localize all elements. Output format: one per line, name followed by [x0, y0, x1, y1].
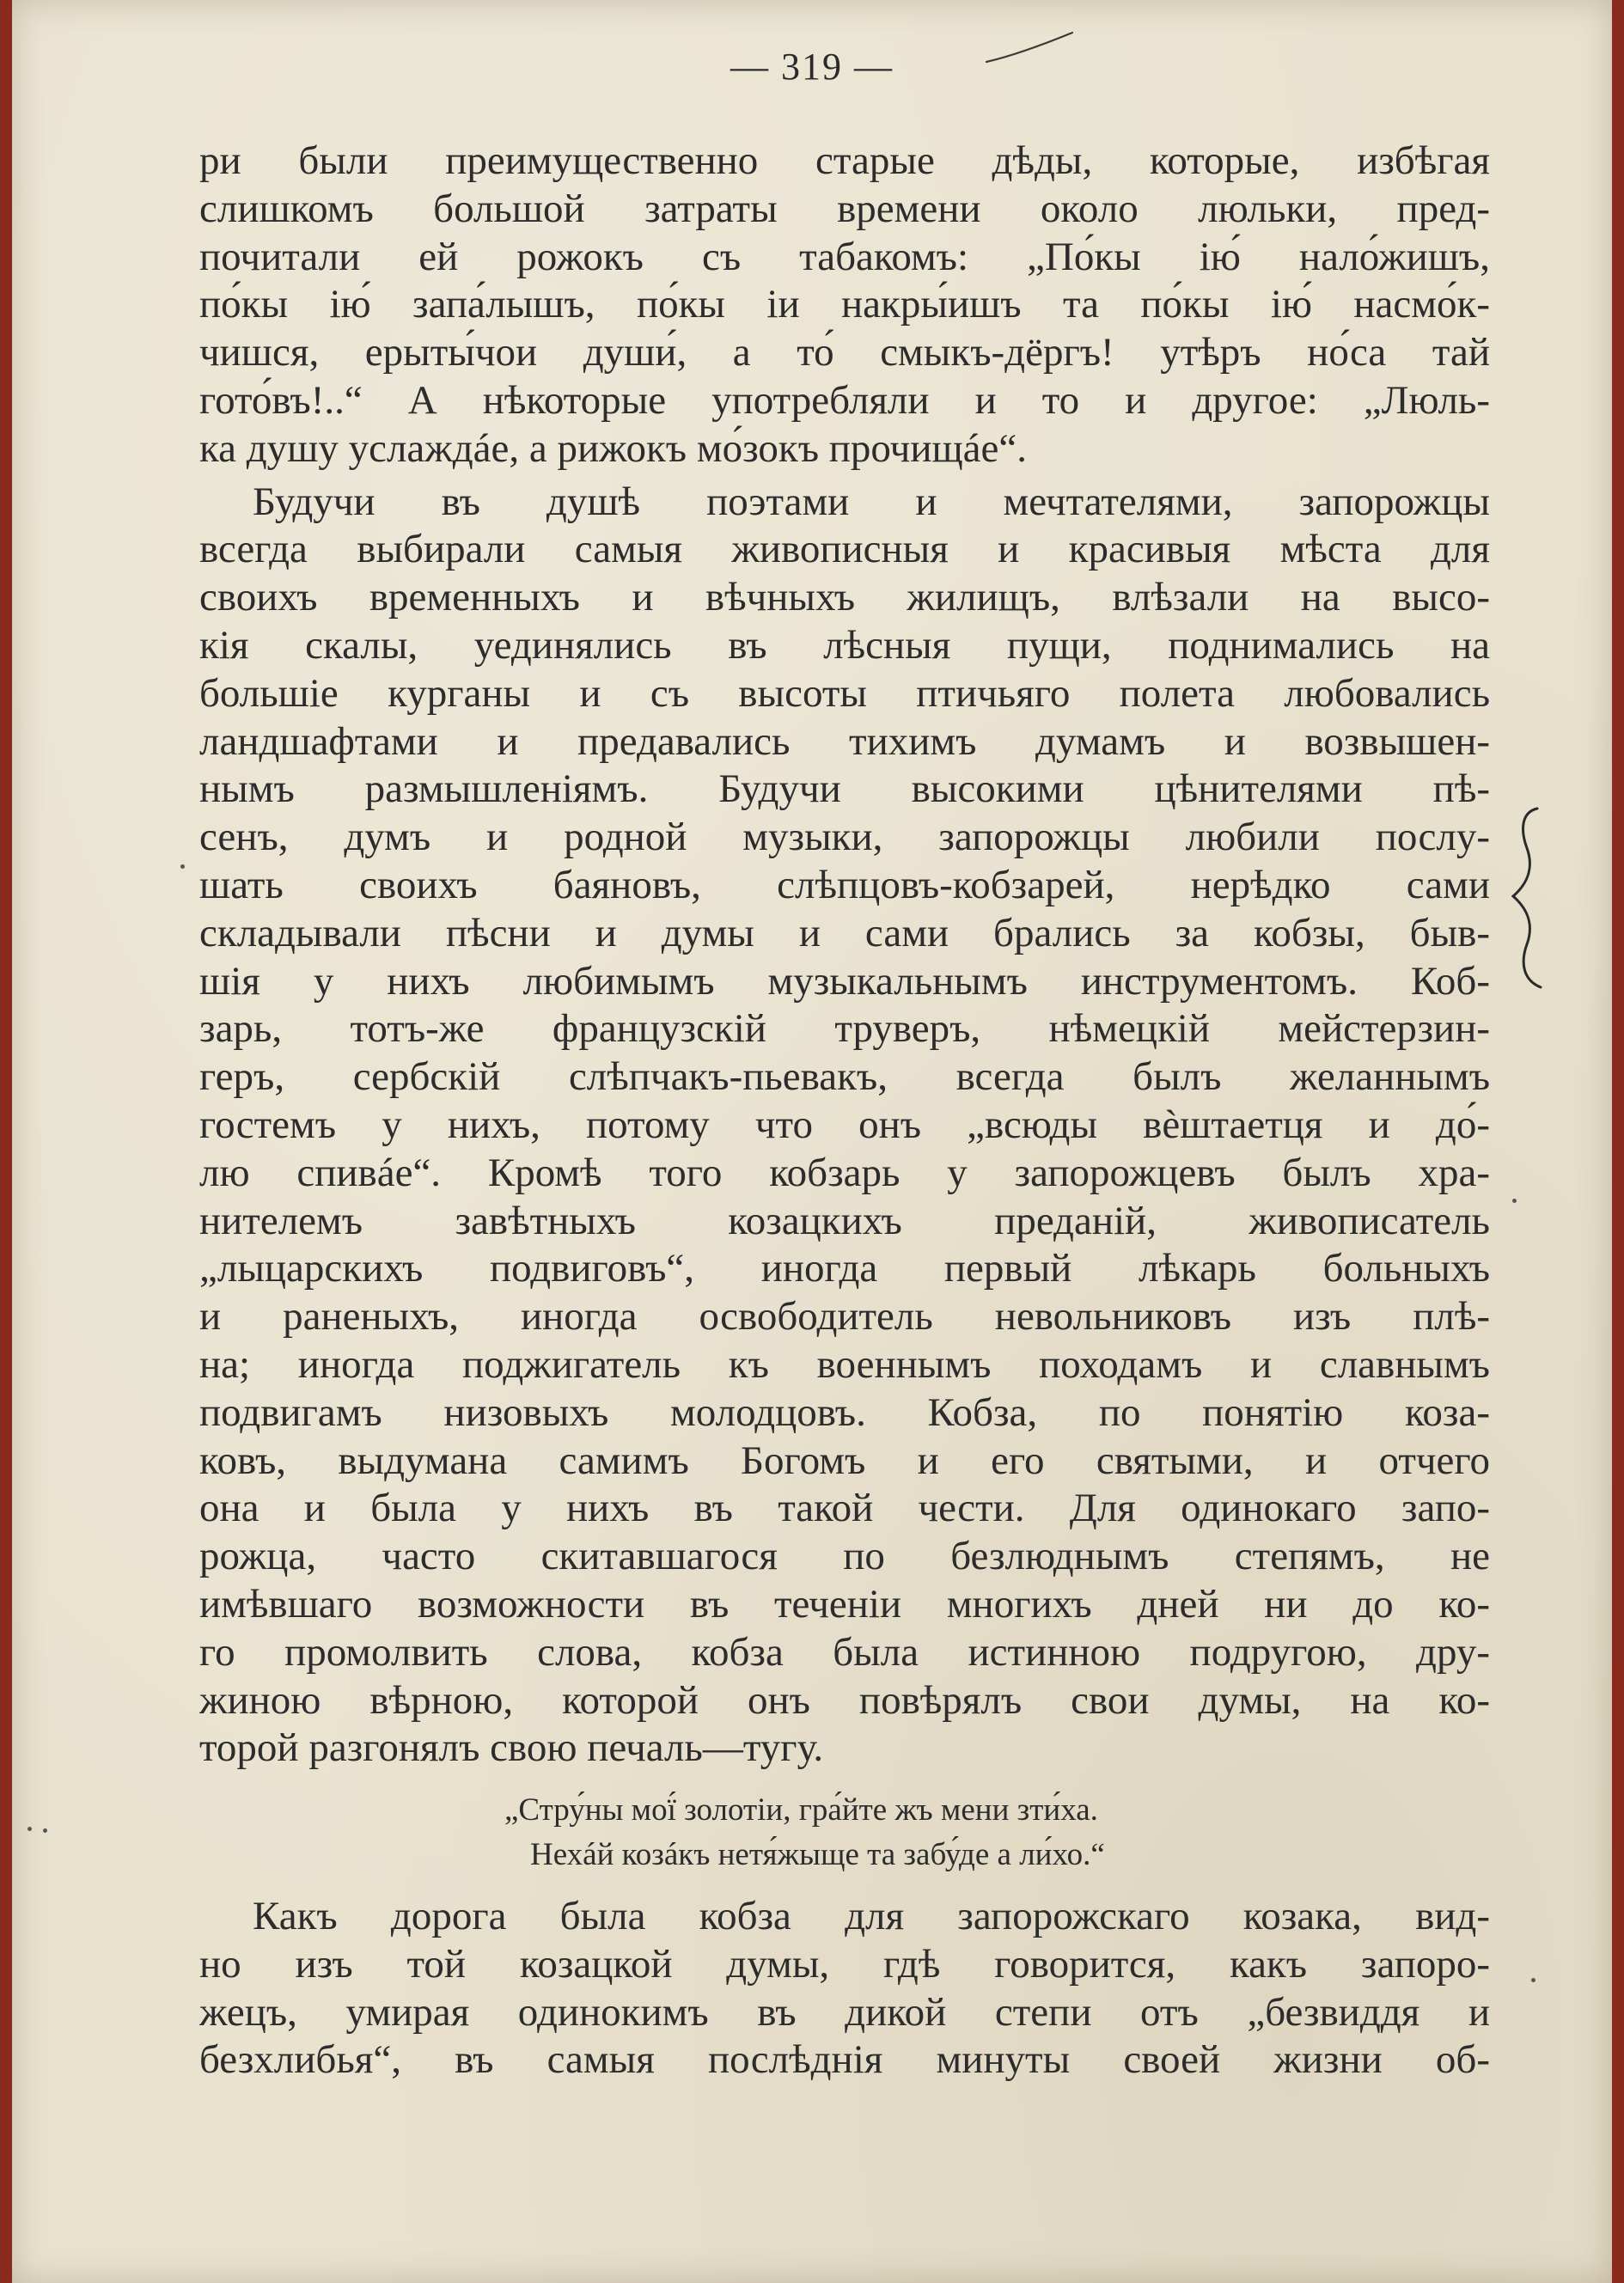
- text-line: геръ, сербскій слѣпчакъ-пьевакъ, всегда былъ желаннымъ: [199, 1054, 1490, 1100]
- text-line: ландшафтами и предавались тихимъ думамъ и возвышен-: [199, 718, 1490, 764]
- verse-quote: [199, 1788, 1490, 1877]
- margin-dot: [1531, 1978, 1535, 1982]
- page-number: — 319 —: [730, 46, 894, 88]
- text-line: и раненыхъ, иногда освободитель невольниковъ изъ плѣ-: [199, 1294, 1490, 1340]
- text-line: рожца, часто скитавшагося по безлюднымъ степямъ, не: [199, 1534, 1490, 1579]
- margin-dot: [1512, 1199, 1517, 1203]
- paragraph: [199, 479, 1490, 1773]
- verse-line: Нехáй козáкъ нетя́жыще та забу́де а ли́хо.“: [530, 1837, 1105, 1873]
- pencil-brace-mark: [1503, 803, 1572, 992]
- text-line: но изъ той козацкой думы, гдѣ говорится, какъ запоро-: [199, 1941, 1490, 1987]
- text-line: го промолвить слова, кобза была истинною подругою, дру-: [199, 1629, 1490, 1675]
- text-line: своихъ временныхъ и вѣчныхъ жилищъ, влѣзали на высо-: [199, 575, 1490, 620]
- text-line: нителемъ завѣтныхъ козацкихъ преданій, живописатель: [199, 1198, 1490, 1243]
- text-line: зарь, тотъ-же французскій труверъ, нѣмецкій мейстерзин-: [199, 1006, 1490, 1052]
- text-line: почитали ей рожокъ съ табакомъ: „По́кы ію́ нало́жишъ,: [199, 234, 1490, 279]
- paragraph: [199, 137, 1490, 473]
- text-line: гостемъ у нихъ, потому что онъ „всюды вѐштаетця и до́-: [199, 1102, 1490, 1147]
- pencil-mark: [983, 26, 1078, 69]
- text-line: слишкомъ большой затраты времени около люльки, пред-: [199, 186, 1490, 231]
- text-line: ковъ, выдумана самимъ Богомъ и его святыми, и отчего: [199, 1438, 1490, 1483]
- page-body-text: [199, 137, 1490, 2085]
- verse-line: „Стру́ны мої́ золотіи, гра́йте жъ мени зти́ха.: [504, 1792, 1098, 1828]
- text-line: по́кы ію́ запа́лышъ, по́кы іи накры́ишъ та по́кы ію́ насмо́к-: [199, 282, 1490, 327]
- text-line: гото́въ!..“ А нѣкоторые употребляли и то и другое: „Люль-: [199, 377, 1490, 423]
- text-line: безхлибья“, въ самыя послѣднія минуты своей жизни об-: [199, 2037, 1490, 2083]
- text-line: жецъ, умирая одинокимъ въ дикой степи отъ „безвиддя и: [199, 1989, 1490, 2035]
- text-line: нымъ размышленіямъ. Будучи высокими цѣнителями пѣ-: [199, 766, 1490, 812]
- text-line: складывали пѣсни и думы и сами брались за кобзы, быв-: [199, 910, 1490, 955]
- margin-dot: [180, 864, 185, 869]
- book-page: [12, 0, 1612, 2283]
- text-line: шать своихъ баяновъ, слѣпцовъ-кобзарей, нерѣдко сами: [199, 862, 1490, 907]
- text-line: чишся, ерыты́чои души́, а то́ смыкъ-дёргъ! утѣръ но́са тай: [199, 330, 1490, 375]
- text-line: ка душу услаждáе, а рижокъ мо́зокъ прочищáе“.: [199, 425, 1027, 471]
- margin-dot: [27, 1827, 32, 1831]
- paragraph: [199, 1893, 1490, 2085]
- text-line: имѣвшаго возможности въ теченіи многихъ дней ни до ко-: [199, 1581, 1490, 1627]
- text-line: на; иногда поджигатель къ военнымъ походамъ и славнымъ: [199, 1341, 1490, 1387]
- text-line: подвигамъ низовыхъ молодцовъ. Кобза, по понятію коза-: [199, 1389, 1490, 1435]
- margin-dot: [43, 1828, 47, 1833]
- text-line: шія у нихъ любимымъ музыкальнымъ инструментомъ. Коб-: [199, 958, 1490, 1004]
- text-line: большіе курганы и съ высоты птичьяго полета любовались: [199, 670, 1490, 716]
- text-line: сенъ, думъ и родной музыки, запорожцы любили послу-: [199, 815, 1490, 860]
- text-line: ри были преимущественно старые дѣды, которые, избѣгая: [199, 138, 1490, 183]
- text-line: жиною вѣрною, которой онъ повѣрялъ свои думы, на ко-: [199, 1677, 1490, 1723]
- text-line: всегда выбирали самыя живописныя и красивыя мѣста для: [199, 527, 1490, 572]
- text-line: Какъ дорога была кобза для запорожскаго козака, вид-: [253, 1894, 1490, 1939]
- text-line: торой разгонялъ свою печаль—тугу.: [199, 1725, 824, 1771]
- text-line: кія скалы, уединялись въ лѣсныя пущи, поднимались на: [199, 622, 1490, 668]
- text-line: лю спивáе“. Кромѣ того кобзарь у запорожцевъ былъ хра-: [199, 1150, 1490, 1195]
- text-line: „лыцарскихъ подвиговъ“, иногда первый лѣкарь больныхъ: [199, 1246, 1490, 1291]
- text-line: Будучи въ душѣ поэтами и мечтателями, запорожцы: [253, 479, 1490, 524]
- text-line: она и была у нихъ въ такой чести. Для одинокаго запо-: [199, 1486, 1490, 1531]
